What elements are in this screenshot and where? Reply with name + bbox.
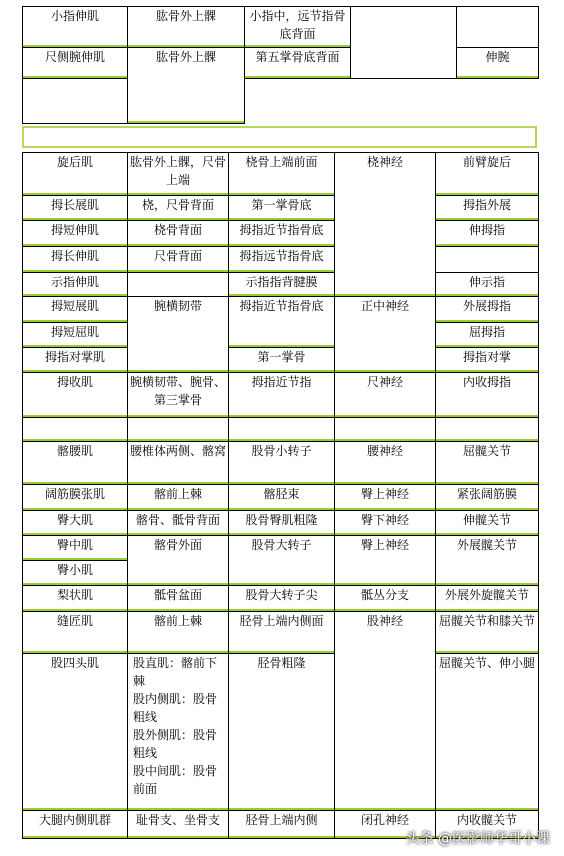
muscle-action: 伸髋关节: [436, 511, 539, 536]
muscle-name: 小指伸肌: [23, 7, 128, 48]
muscle-name: 阔筋膜张肌: [23, 485, 128, 511]
muscle-origin: 腕横韧带、腕骨、第三掌骨: [128, 373, 229, 418]
muscle-action: 内收髋关节: [436, 811, 539, 839]
table-row: [23, 196, 539, 221]
muscle-nerve: 臀上神经: [335, 485, 436, 511]
muscle-name: 拇收肌: [23, 373, 128, 418]
table-row: [23, 485, 539, 511]
muscle-insertion: 拇指近节指骨底: [229, 221, 335, 247]
muscle-insertion: 胫骨上端内侧面: [229, 612, 335, 654]
muscle-origin: 髂骨、骶骨背面: [128, 511, 229, 536]
muscle-insertion: 股骨大转子尖: [229, 586, 335, 612]
muscle-name: 拇长伸肌: [23, 247, 128, 273]
muscle-nerve: 臀下神经: [335, 511, 436, 536]
muscle-insertion: 股骨臀肌粗隆: [229, 511, 335, 536]
muscle-nerve: 闭孔神经: [335, 811, 436, 839]
muscle-action: [457, 7, 539, 48]
table-row: [23, 654, 539, 811]
muscle-origin: 耻骨支、坐骨支: [128, 811, 229, 839]
muscle-action: 屈髋关节: [436, 442, 539, 485]
muscle-origin: 髂前上棘: [128, 485, 229, 511]
muscle-insertion: 示指指背腱膜: [229, 273, 335, 297]
muscle-action: [436, 247, 539, 273]
upper-muscle-table: [22, 6, 539, 124]
muscle-origin: 髂前上棘: [128, 612, 229, 654]
muscle-origin: 肱骨外上髁: [128, 7, 245, 48]
watermark: 头条 @医影师华哥小课: [405, 831, 550, 847]
muscle-name: 缝匠肌: [23, 612, 128, 654]
muscle-origin: [128, 654, 229, 811]
muscle-action: 内收拇指: [436, 373, 539, 418]
muscle-nerve: 桡神经: [335, 153, 436, 297]
table-row: [23, 48, 539, 79]
muscle-name: 大腿内侧肌群: [23, 811, 128, 839]
origin-line: 股中间肌：股骨前面: [133, 764, 218, 796]
muscle-action: 伸腕: [457, 48, 539, 79]
muscle-nerve: 股神经: [335, 612, 436, 811]
table-row: [23, 536, 539, 561]
origin-line: 股外侧肌：股骨粗线: [133, 728, 218, 760]
muscle-nerve: [351, 7, 457, 79]
muscle-insertion: 拇指近节指骨底: [229, 297, 335, 348]
muscle-insertion: 桡骨上端前面: [229, 153, 335, 196]
table-row: [23, 373, 539, 418]
muscle-insertion: 股骨大转子: [229, 536, 335, 586]
muscle-insertion: 第五掌骨底背面: [245, 48, 351, 79]
muscle-insertion: 拇指近节指: [229, 373, 335, 418]
section-separator: [22, 126, 537, 148]
muscle-insertion: 拇指远节指骨底: [229, 247, 335, 273]
muscle-origin: 腕横韧带: [128, 297, 229, 373]
muscle-name: 拇短屈肌: [23, 323, 128, 348]
table-row: [23, 348, 539, 373]
muscle-insertion: 股骨小转子: [229, 442, 335, 485]
muscle-name: 尺侧腕伸肌: [23, 48, 128, 79]
muscle-origin: 桡骨背面: [128, 221, 229, 247]
muscle-name: 臀大肌: [23, 511, 128, 536]
muscle-name: 股四头肌: [23, 654, 128, 811]
muscle-name: 臀小肌: [23, 561, 128, 586]
table-row: [23, 297, 539, 323]
muscle-insertion: 胫骨粗隆: [229, 654, 335, 811]
muscle-action: 前臂旋后: [436, 153, 539, 196]
muscle-action: 外展拇指: [436, 297, 539, 323]
muscle-action: 紧张阔筋膜: [436, 485, 539, 511]
muscle-origin: 骶骨盆面: [128, 586, 229, 612]
muscle-insertion: 胫骨上端内侧: [229, 811, 335, 839]
muscle-insertion: 第一掌骨底: [229, 196, 335, 221]
muscle-insertion: 小指中，远节指骨底背面: [245, 7, 351, 48]
muscle-name: 髂腰肌: [23, 442, 128, 485]
muscle-origin: 桡，尺骨背面: [128, 196, 229, 221]
table-row: [23, 79, 539, 124]
muscle-insertion: 第一掌骨: [229, 348, 335, 373]
origin-line: 股直肌：髂前下棘: [133, 656, 218, 688]
muscle-action: 拇指外展: [436, 196, 539, 221]
muscle-action: 屈髋关节和膝关节: [436, 612, 539, 654]
muscle-origin: [128, 273, 229, 297]
muscle-origin: 肱骨外上髁，尺骨上端: [128, 153, 229, 196]
muscle-action: 屈髋关节、伸小腿: [436, 654, 539, 811]
muscle-origin: 肱骨外上髁: [128, 48, 245, 124]
table-row: [23, 221, 539, 247]
muscle-nerve: 腰神经: [335, 442, 436, 485]
muscle-nerve: 臀上神经: [335, 536, 436, 586]
table-row: [23, 153, 539, 196]
muscle-name: 拇指对掌肌: [23, 348, 128, 373]
muscle-name: 拇短展肌: [23, 297, 128, 323]
muscle-insertion: 髂胫束: [229, 485, 335, 511]
muscle-action: 屈拇指: [436, 323, 539, 348]
muscle-name: 示指伸肌: [23, 273, 128, 297]
muscle-name: 旋后肌: [23, 153, 128, 196]
table-row: [23, 247, 539, 273]
muscle-name: 拇长展肌: [23, 196, 128, 221]
muscle-table: [22, 152, 539, 839]
muscle-action: 外展外旋髋关节: [436, 586, 539, 612]
origin-line: 股内侧肌：股骨粗线: [133, 692, 218, 724]
table-row: [23, 442, 539, 485]
muscle-action: 伸示指: [436, 273, 539, 297]
table-row: [23, 612, 539, 654]
table-row: [23, 418, 539, 442]
table-row: [23, 273, 539, 297]
muscle-name: 臀中肌: [23, 536, 128, 561]
muscle-action: 外展髋关节: [436, 536, 539, 586]
muscle-origin: 尺骨背面: [128, 247, 229, 273]
muscle-nerve: 正中神经: [335, 297, 436, 373]
table-row: [23, 586, 539, 612]
muscle-action: 伸拇指: [436, 221, 539, 247]
muscle-nerve: 尺神经: [335, 373, 436, 418]
muscle-nerve: 骶丛分支: [335, 586, 436, 612]
muscle-name: 梨状肌: [23, 586, 128, 612]
table-row: [23, 7, 539, 48]
muscle-action: 拇指对掌: [436, 348, 539, 373]
muscle-origin: 腰椎体两侧、髂窝: [128, 442, 229, 485]
muscle-name: 拇短伸肌: [23, 221, 128, 247]
muscle-origin: 髂骨外面: [128, 536, 229, 586]
table-row: [23, 511, 539, 536]
